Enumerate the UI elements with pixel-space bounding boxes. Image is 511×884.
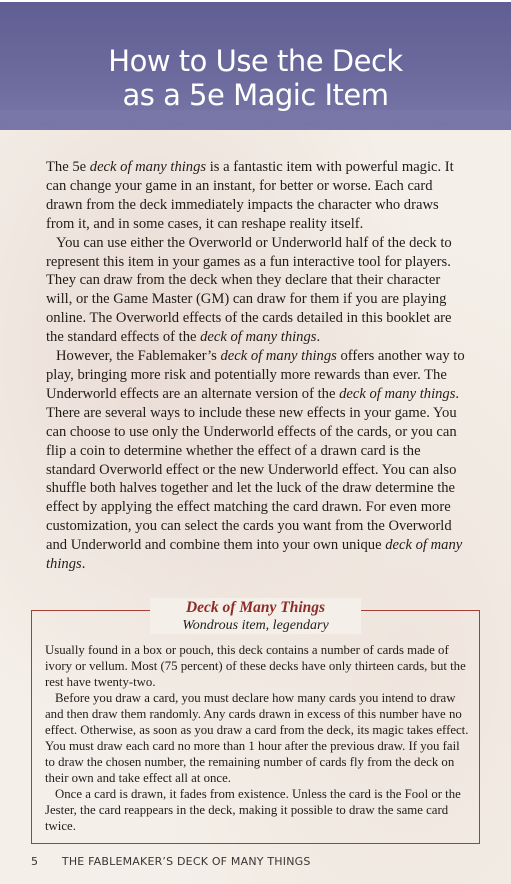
body-paragraph-1: The 5e deck of many things is a fantastic item with powerful magic. It can change your game in an instant, for better or worse. Each card drawn from the deck immediately impacts the character who draws from it, and in some cases, it can reshape reality itself. [46, 159, 454, 232]
page-title-line-2: as a 5e Magic Item [122, 78, 389, 112]
body-paragraph-2: You can use either the Overworld or Underworld half of the deck to represent this item in your games as a fun interactive tool for players. They can draw from the deck when they declare that their character will, or the Game Master (GM) can draw for them if you are playing online. The Overworld effects of the cards detailed in this booklet are the standard effects of the deck of many things. [46, 234, 452, 346]
running-title: THE FABLEMAKER’S DECK OF MANY THINGS [61, 855, 311, 868]
page-footer [31, 855, 311, 868]
body-paragraph-3: However, the Fablemaker’s deck of many things offers another way to play, bringing more risk and potentially more rewards than ever. The Underworld effects are an alternate version of the deck of many things. There are several ways to include these new effects in your game. You can choose to use only the Underworld effects of the cards, or you can flip a coin to determine whether the effect of a drawn card is the standard Overworld effect or the new Underworld effect. You can also shuffle both halves together and let the luck of the draw determine the effect by applying the effect matching the card drawn. For even more customization, you can select the cards you want from the Overworld and Underworld and combine them into your own unique deck of many things. [46, 348, 465, 573]
stat-block-header [150, 598, 361, 634]
stat-block-paragraph-3: Once a card is drawn, it fades from existence. Unless the card is the Fool or the Jester, the card reappears in the deck, making it possible to draw the same card twice. [45, 787, 461, 833]
stat-block-paragraph-1: Usually found in a box or pouch, this deck contains a number of cards made of ivory or vellum. Most (75 percent) of these decks have only thirteen cards, but the rest have twenty-two. [45, 643, 466, 689]
page-title [0, 44, 511, 112]
stat-block-name: Deck of Many Things [185, 599, 326, 616]
stat-block-paragraph-2: Before you draw a card, you must declare how many cards you intend to draw and then draw them randomly. Any cards drawn in excess of this number have no effect. Otherwise, as soon as you draw a card from the deck, its magic takes effect. You must draw each card no more than 1 hour after the previous draw. If you fail to draw the chosen number, the remaining number of cards fly from the deck on their own and take effect all at once. [45, 691, 469, 785]
page-number: 5 [31, 855, 39, 868]
stat-block-subtitle: Wondrous item, legendary [182, 618, 329, 633]
stat-block-text [45, 642, 469, 834]
banner-torn-edge [0, 110, 511, 136]
body-text [46, 158, 466, 574]
page-title-line-1: How to Use the Deck [108, 44, 403, 78]
